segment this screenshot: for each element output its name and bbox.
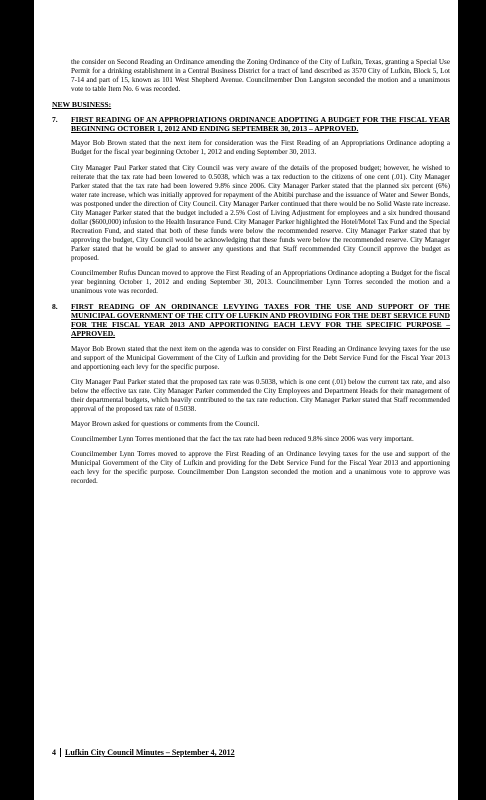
agenda-item-header bbox=[52, 302, 450, 338]
item-paragraph: Councilmember Lynn Torres mentioned that the fact the tax rate had been reduced 9.8% since 2006 was very important. bbox=[71, 434, 414, 443]
scan-border-right bbox=[458, 0, 486, 800]
item-paragraph: Councilmember Rufus Duncan moved to approve the First Reading of an Appropriations Ordinance adopting a Budget for the fiscal year beginning October 1, 2012 and ending September 30, 2013. Councilmember Lynn Torres seconded the motion and a unanimous vote was recorded. bbox=[71, 269, 450, 296]
item-paragraph: City Manager Paul Parker stated that City Council was very aware of the details of the proposed budget; however, he wished to reiterate that the tax rate had been lowered to 0.5038, which was a tax reduction to the citizens of one cent (.01). City Manager Parker stated that the tax rate had been lowered 9.8% since 2006. City Manager Parker stated that the planned six percent (6%) water rate increase, which was initially approved for repayment of the Abitibi purchase and the issuance of Water and Sewer Bonds, was postponed under the direction of City Council. City Manager Parker continued that there would be no Solid Waste rate increase. City Manager Parker stated that the budget included a 2.5% Cost of Living Adjustment for employees and a six hundred thousand dollar ($600,000) infusion to the Health Insurance Fund. City Manager Parker highlighted the Hotel/Motel Tax Fund and the Special Recreation Fund, and stated that both of these funds were below the recommended reserve. City Manager Parker stated that by approving the budget, City Council would be acknowledging that these funds were below the recommended reserve. City Manager Parker stated that he would be glad to answer any questions and that Staff recommended City Council approve the budget as proposed. bbox=[71, 163, 450, 262]
item-title: FIRST READING OF AN APPROPRIATIONS ORDINANCE ADOPTING A BUDGET FOR THE FISCAL YEAR BEGINNING OCTOBER 1, 2012 AND ENDING SEPTEMBER 30, 2013 – APPROVED. bbox=[71, 115, 450, 134]
item-paragraph: Councilmember Lynn Torres moved to approve the First Reading of an Ordinance levying taxes for the use and support of the Municipal Government of the City of Lufkin and providing for the Debt Service Fund for the Fiscal Year 2013 and apportioning each levy for the specific purpose. Councilmember Don Langston seconded the motion and a unanimous vote to approve was recorded. bbox=[71, 449, 450, 486]
item-paragraph: Mayor Bob Brown stated that the next item on the agenda was to consider on First Reading an Ordinance levying taxes for the use and support of the Municipal Government of the City of Lufkin and providing for the Debt Service Fund for the Fiscal Year 2013 and apportioning each levy for the specific purpose. bbox=[71, 344, 450, 371]
item-title: FIRST READING OF AN ORDINANCE LEVYING TAXES FOR THE USE AND SUPPORT OF THE MUNICIPAL GOVERNMENT OF THE CITY OF LUFKIN AND PROVIDING FOR THE DEBT SERVICE FUND FOR THE FISCAL YEAR 2013 AND APPORTIONING EACH LEVY FOR THE SPECIFIC PURPOSE – APPROVED. bbox=[71, 302, 450, 339]
item-paragraph: Mayor Bob Brown stated that the next item for consideration was the First Reading of an Appropriations Ordinance adopting a Budget for the fiscal year beginning October 1, 2012 and ending September 30, 2013. bbox=[71, 139, 450, 157]
item-number: 8. bbox=[52, 302, 58, 312]
agenda-item-7 bbox=[52, 115, 450, 296]
continued-paragraph: the consider on Second Reading an Ordinance amending the Zoning Ordinance of the City of Lufkin, Texas, granting a Special Use Permit for a drinking establishment in a Central Business District for a tract of land described as 3570 City of Lufkin, Block 5, Lot 7-14 and part of 15, known as 101 West Shepherd Avenue. Councilmember Don Langston seconded the motion and a unanimous vote to table Item No. 6 was recorded. bbox=[71, 58, 450, 94]
scan-border-left bbox=[0, 0, 34, 800]
page-number: 4 bbox=[52, 748, 61, 757]
new-business-heading: NEW BUSINESS: bbox=[52, 100, 112, 110]
document-page bbox=[34, 0, 458, 800]
agenda-item-8 bbox=[52, 302, 450, 486]
page-footer bbox=[52, 748, 235, 757]
footer-title: Lufkin City Council Minutes – September 4, 2012 bbox=[65, 748, 235, 757]
item-paragraph: Mayor Brown asked for questions or comments from the Council. bbox=[71, 419, 260, 428]
item-paragraph: City Manager Paul Parker stated that the proposed tax rate was 0.5038, which is one cent (.01) below the current tax rate, and also below the effective tax rate. City Manager Parker commended the City Employees and Department Heads for their management of their departmental budgets, which heavily contributed to the tax rate reduction. City Manager Parker stated that Staff recommended approval of the proposed tax rate of 0.5038. bbox=[71, 377, 450, 413]
agenda-item-header bbox=[52, 115, 450, 133]
item-number: 7. bbox=[52, 115, 58, 125]
page-content bbox=[52, 58, 450, 492]
